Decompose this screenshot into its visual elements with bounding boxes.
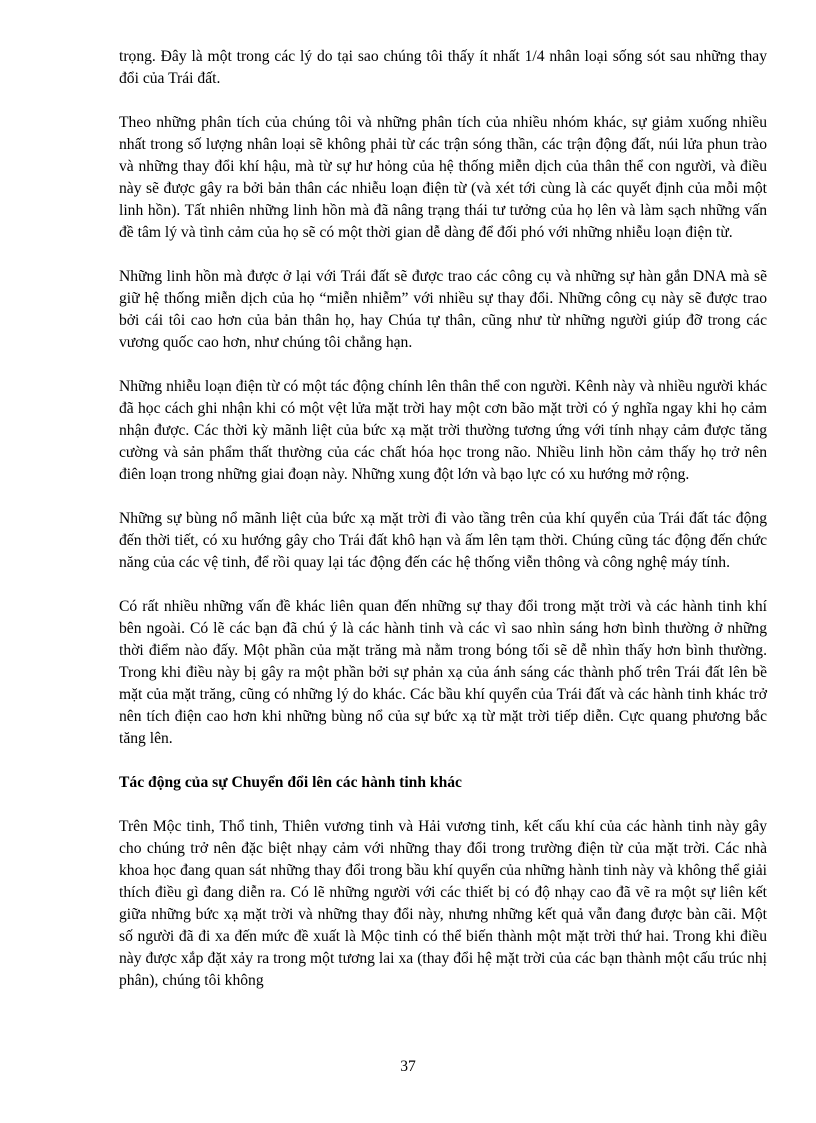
section-heading: Tác động của sự Chuyển đổi lên các hành tinh khác (119, 774, 462, 791)
paragraph-outer-planets: Trên Mộc tinh, Thổ tinh, Thiên vương tinh và Hải vương tinh, kết cấu khí của các hành tinh này gây cho chúng trở nên đặc biệt nhạy cảm với những thay đổi trong trường điện từ của mặt trời. Các nhà khoa học đang quan sát những thay đổi trong bầu khí quyển của những hành tinh này và không thể giải thích điều gì đang diễn ra. Có lẽ những người với các thiết bị có độ nhạy cao đã vẽ ra một sự liên kết giữa những bức xạ mặt trời và những thay đổi này, nhưng những kết quả vẫn đang được bàn cãi. Một số người đã đi xa đến mức đề xuất là Mộc tinh có thể biến thành một mặt trời thứ hai. Trong khi điều này được xắp đặt xảy ra trong một tương lai xa (thay đổi hệ mặt trời của các bạn thành một cấu trúc nhị phân), chúng tôi không (119, 818, 767, 989)
page-number: 37 (400, 1058, 416, 1075)
paragraph-electromagnetic-effects: Những nhiễu loạn điện từ có một tác động chính lên thân thể con người. Kênh này và nhiều người khác đã học cách ghi nhận khi có một vệt lửa mặt trời hay một cơn bão mặt trời có ý nghĩa ngay khi họ cảm nhận được. Các thời kỳ mãnh liệt của bức xạ mặt trời thường tương ứng với tính nhạy cảm được tăng cường và sản phẩm thất thường của các chất hóa học trong não. Nhiều linh hồn cảm thấy họ trở nên điên loạn trong những giai đoạn này. Những xung đột lớn và bạo lực có xu hướng mở rộng. (119, 378, 767, 483)
page-body (119, 46, 767, 1014)
paragraph-continuation: trọng. Đây là một trong các lý do tại sao chúng tôi thấy ít nhất 1/4 nhân loại sống sót sau những thay đổi của Trái đất. (119, 48, 767, 87)
paragraph-immune-system: Theo những phân tích của chúng tôi và những phân tích của nhiều nhóm khác, sự giảm xuống nhiều nhất trong số lượng nhân loại sẽ không phải từ các trận sóng thần, các trận động đất, núi lửa phun trào và những thay đổi khí hậu, mà từ sự hư hỏng của hệ thống miễn dịch của thân thể con người, và điều này sẽ được gây ra bởi bản thân các nhiễu loạn điện từ (và xét tới cùng là các quyết định của mỗi một linh hồn). Tất nhiên những linh hồn mà đã nâng trạng thái tư tưởng của họ lên và làm sạch những vấn đề tâm lý và tình cảm của họ sẽ có một thời gian dễ dàng để đối phó với những nhiễu loạn điện từ. (119, 114, 767, 241)
paragraph-dna-tools: Những linh hồn mà được ở lại với Trái đất sẽ được trao các công cụ và những sự hàn gắn DNA mà sẽ giữ hệ thống miễn dịch của họ “miễn nhiễm” với nhiều sự thay đổi. Những công cụ này sẽ được trao bởi cái tôi cao hơn của bản thân họ, hay Chúa tự thân, cũng như từ những người giúp đỡ trong các vương quốc cao hơn, như chúng tôi chẳng hạn. (119, 268, 767, 351)
paragraph-solar-radiation: Những sự bùng nổ mãnh liệt của bức xạ mặt trời đi vào tầng trên của khí quyển của Trái đất tác động đến thời tiết, có xu hướng gây cho Trái đất khô hạn và ấm lên tạm thời. Chúng cũng tác động đến chức năng của các vệ tinh, để rồi quay lại tác động đến các hệ thống viễn thông và công nghệ máy tính. (119, 510, 767, 571)
paragraph-planets-brightness: Có rất nhiều những vấn đề khác liên quan đến những sự thay đổi trong mặt trời và các hành tinh khí bên ngoài. Có lẽ các bạn đã chú ý là các hành tinh và các vì sao nhìn sáng hơn bình thường ở những thời điểm nào đấy. Một phần của mặt trăng mà nằm trong bóng tối sẽ dễ nhìn thấy hơn bình thường. Trong khi điều này bị gây ra một phần bởi sự phản xạ của ánh sáng các thành phố trên Trái đất lên bề mặt của mặt trăng, cũng có những lý do khác. Các bầu khí quyển của Trái đất và các hành tinh khác trở nên tích điện cao hơn khi những bùng nổ của sự bức xạ từ mặt trời tiếp diễn. Cực quang phương bắc tăng lên. (119, 598, 767, 747)
